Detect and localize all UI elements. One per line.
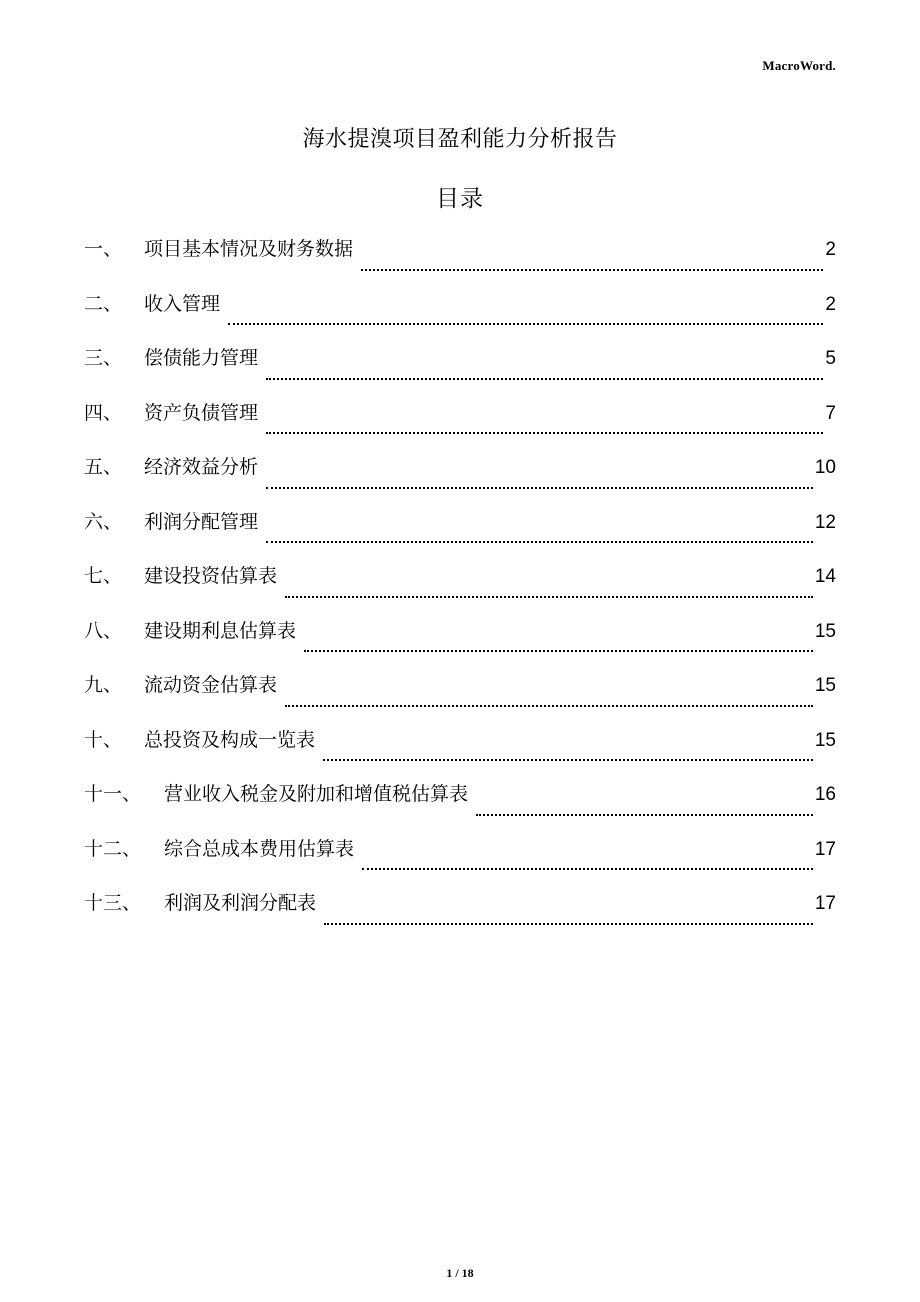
toc-dot-leader	[228, 323, 823, 325]
toc-entry-number: 十三、	[84, 892, 142, 914]
toc-dot-leader	[362, 868, 813, 870]
toc-entry-page: 14	[814, 566, 836, 587]
toc-dot-leader	[304, 650, 813, 652]
toc-entry-number: 四、	[84, 401, 123, 424]
toc-entry-number: 九、	[84, 674, 123, 696]
toc-entry-number: 五、	[84, 456, 123, 478]
toc-entry-page: 16	[814, 784, 836, 805]
toc-entry-page: 15	[814, 620, 836, 642]
toc-entry-page: 17	[814, 838, 836, 860]
toc-entry-title: 建设投资估算表	[144, 565, 278, 587]
toc-entry[interactable]	[84, 616, 836, 671]
header-brand: MacroWord.	[762, 58, 836, 73]
toc-entry-title: 流动资金估算表	[144, 674, 278, 696]
toc-entry[interactable]	[84, 507, 836, 562]
toc-entry[interactable]	[84, 398, 836, 453]
toc-entry-number: 十一、	[84, 783, 142, 805]
toc-entry[interactable]	[84, 289, 836, 344]
toc-entry-number: 十二、	[84, 837, 142, 860]
toc-dot-leader	[285, 596, 813, 598]
toc-entry[interactable]	[84, 779, 836, 834]
toc-entry-title: 收入管理	[144, 292, 221, 315]
toc-entry-page: 17	[814, 893, 836, 914]
toc-entry[interactable]	[84, 834, 836, 889]
toc-dot-leader	[323, 759, 813, 761]
toc-entry-title: 资产负债管理	[144, 401, 259, 424]
toc-heading: 目录	[436, 186, 484, 212]
toc-entry-number: 三、	[84, 347, 123, 369]
toc-entry-number: 十、	[84, 728, 123, 751]
toc-entry-page: 12	[814, 511, 836, 533]
toc-entry-number: 二、	[84, 292, 123, 315]
toc-entry-number: 八、	[84, 619, 123, 642]
toc-entry[interactable]	[84, 670, 836, 725]
toc-entry[interactable]	[84, 561, 836, 616]
toc-dot-leader	[266, 378, 823, 380]
toc-entry-title: 综合总成本费用估算表	[164, 837, 355, 860]
toc-entry[interactable]	[84, 343, 836, 398]
toc-dot-leader	[266, 487, 813, 489]
document-title: 海水提溴项目盈利能力分析报告	[302, 127, 618, 152]
toc-entry-title: 营业收入税金及附加和增值税估算表	[164, 783, 469, 805]
table-of-contents	[84, 234, 836, 943]
toc-entry-number: 六、	[84, 510, 123, 533]
toc-entry-page: 7	[825, 402, 836, 424]
toc-entry-page: 10	[814, 457, 836, 478]
toc-entry-title: 项目基本情况及财务数据	[144, 238, 354, 260]
toc-entry-title: 利润分配管理	[144, 510, 259, 533]
toc-entry[interactable]	[84, 234, 836, 289]
toc-entry-title: 总投资及构成一览表	[144, 728, 316, 751]
toc-entry-page: 15	[814, 675, 836, 696]
toc-entry-number: 七、	[84, 565, 123, 587]
toc-entry[interactable]	[84, 725, 836, 780]
page-indicator: 1 / 18	[446, 1266, 474, 1280]
toc-entry-title: 偿债能力管理	[144, 347, 259, 369]
toc-entry-title: 经济效益分析	[144, 456, 259, 478]
toc-entry-page: 2	[825, 239, 836, 260]
toc-entry-title: 利润及利润分配表	[164, 892, 317, 914]
toc-dot-leader	[266, 541, 813, 543]
toc-entry-number: 一、	[84, 238, 123, 260]
toc-entry[interactable]	[84, 888, 836, 943]
toc-entry-page: 5	[825, 348, 836, 369]
toc-entry-page: 15	[814, 729, 836, 751]
toc-dot-leader	[324, 923, 813, 925]
toc-entry[interactable]	[84, 452, 836, 507]
toc-dot-leader	[361, 269, 823, 271]
toc-dot-leader	[476, 814, 813, 816]
toc-dot-leader	[285, 705, 813, 707]
toc-entry-page: 2	[825, 293, 836, 315]
toc-dot-leader	[266, 432, 823, 434]
toc-entry-title: 建设期利息估算表	[144, 619, 297, 642]
